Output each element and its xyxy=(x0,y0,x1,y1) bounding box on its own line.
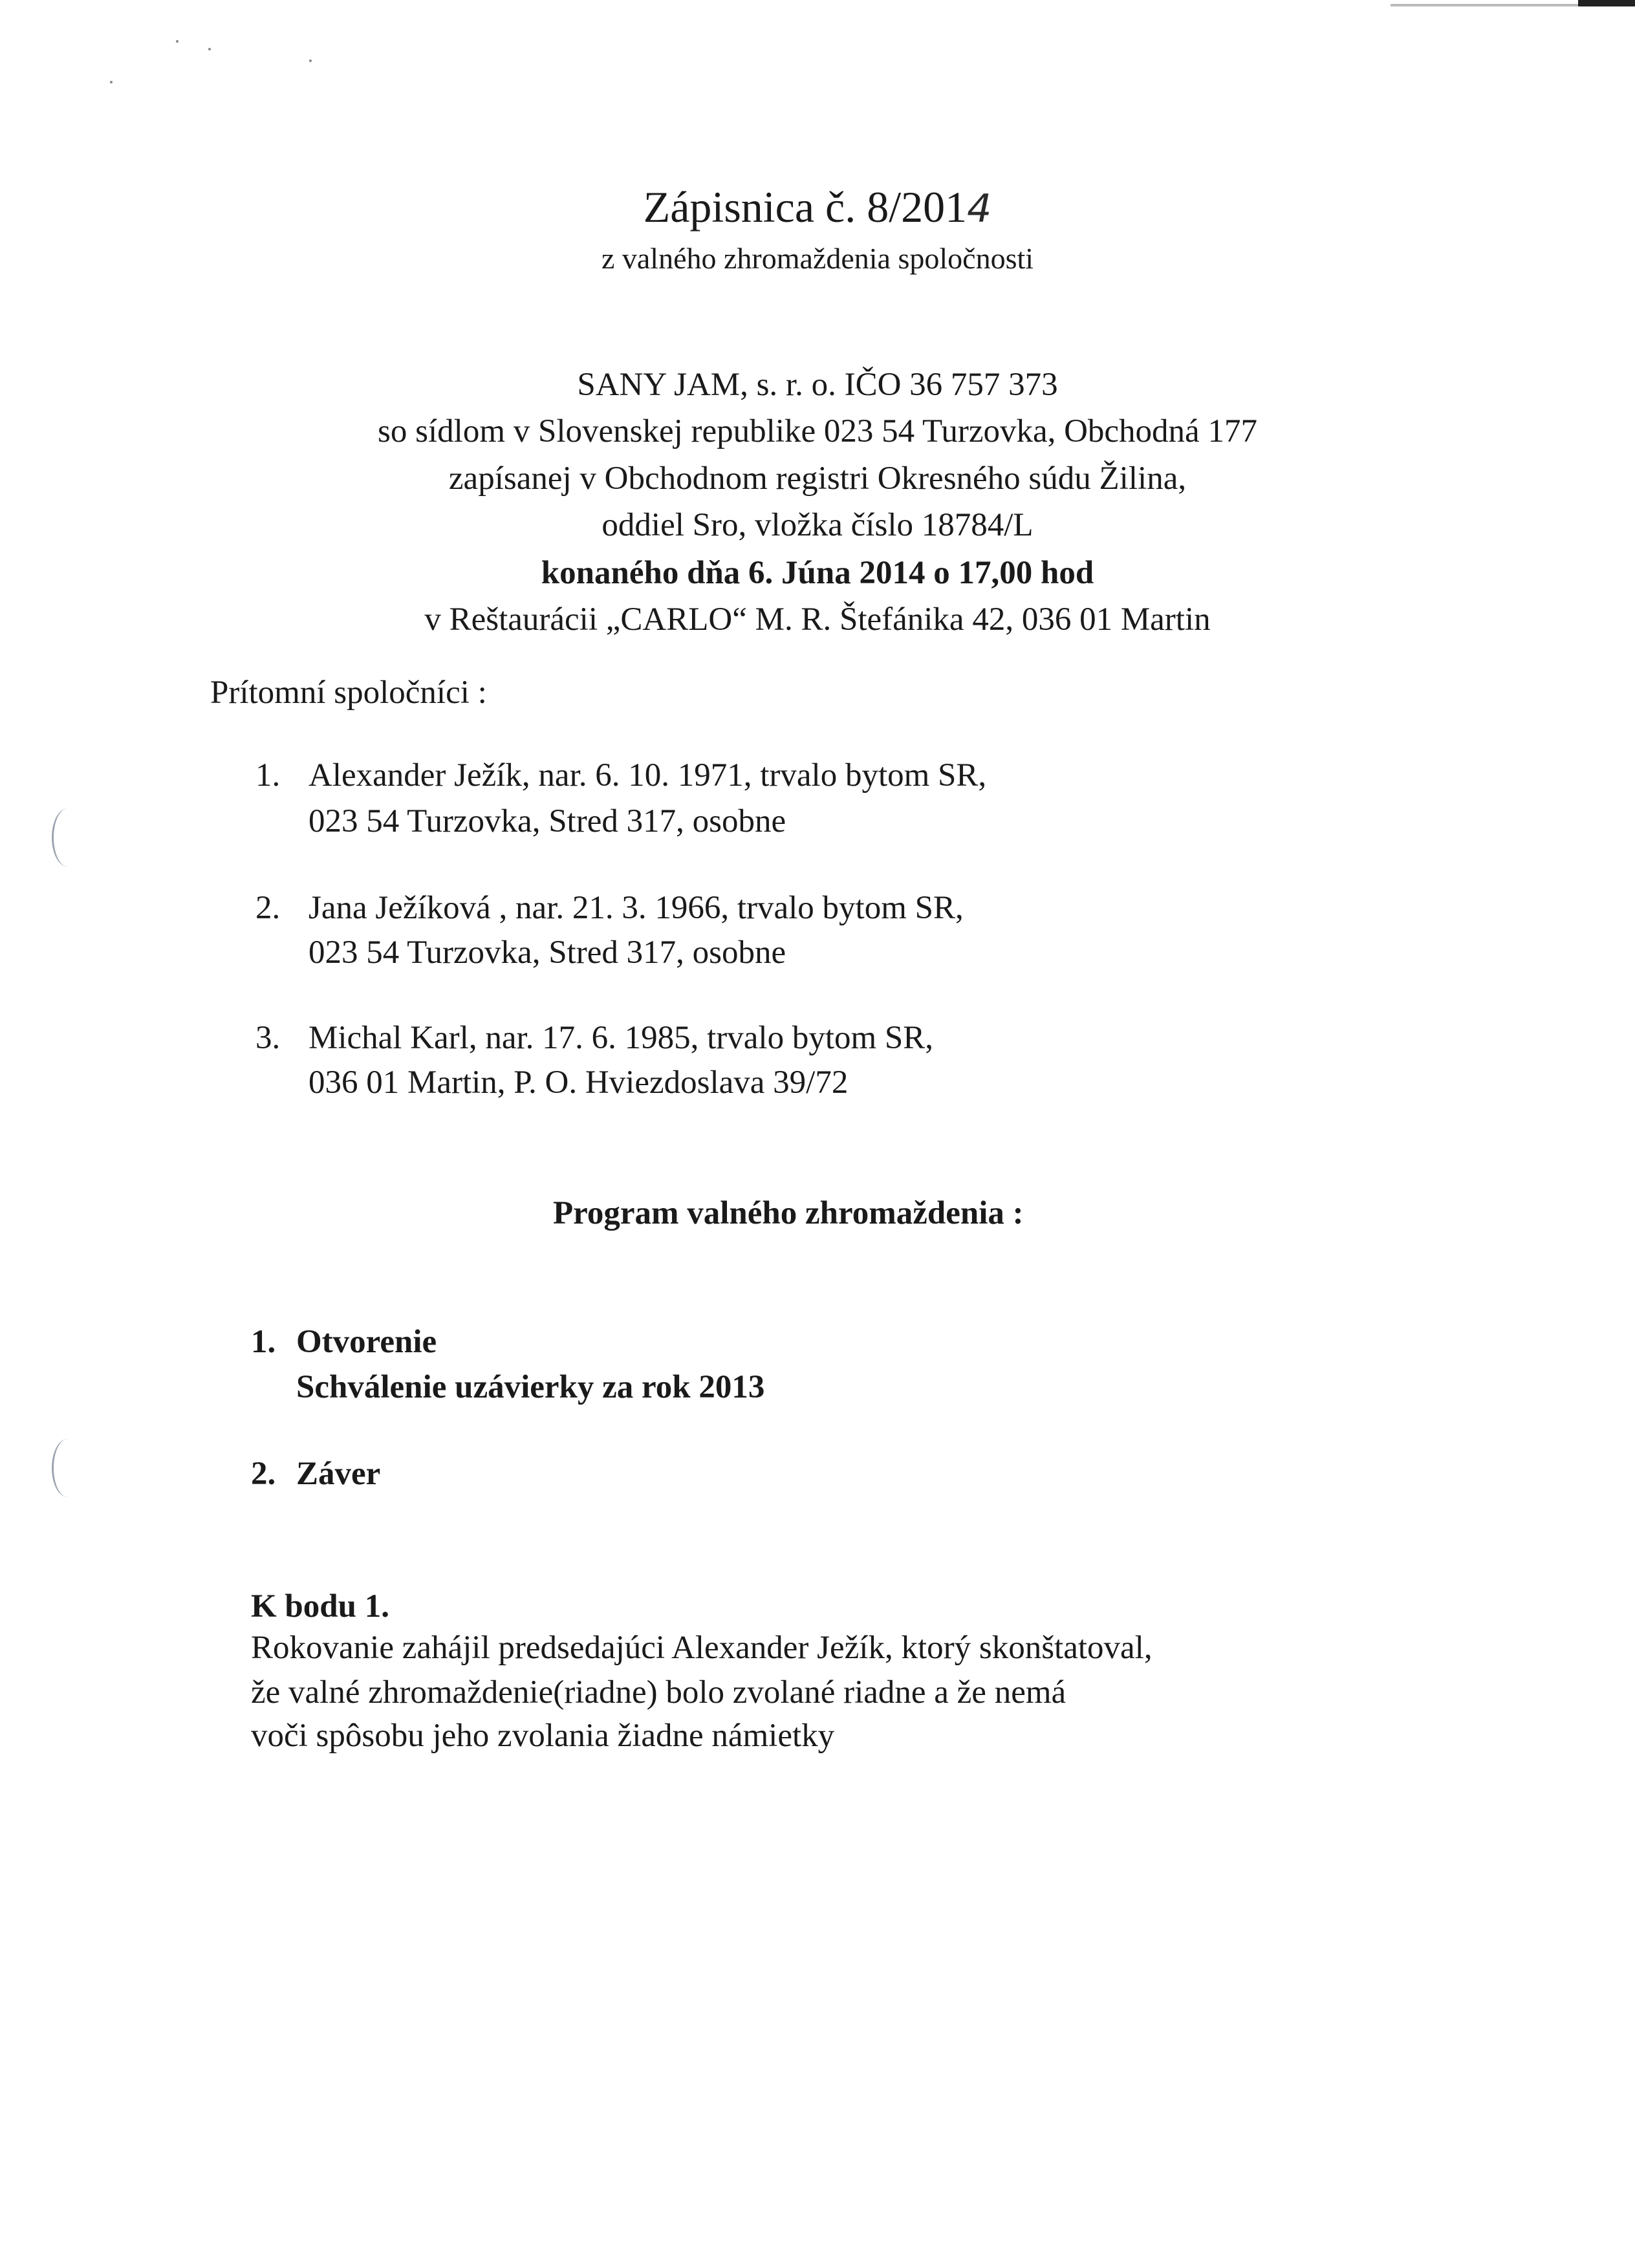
meeting-date-line: konaného dňa 6. Júna 2014 o 17,00 hod xyxy=(541,555,1094,591)
company-seat-line: so sídlom v Slovenskej republike 023 54 Turzovka, Obchodná 177 xyxy=(378,413,1257,449)
point1-text-line: že valné zhromaždenie(riadne) bolo zvolané riadne a že nemá xyxy=(251,1674,1067,1711)
attendee-address: 036 01 Martin, P. O. Hviezdoslava 39/72 xyxy=(309,1064,849,1101)
company-register-line: zapísanej v Obchodnom registri Okresného súdu Žilina, xyxy=(448,460,1187,497)
attendees-heading: Prítomní spoločníci : xyxy=(210,675,487,711)
attendee-number: 1. xyxy=(255,757,281,794)
document-subtitle: z valného zhromaždenia spoločnosti xyxy=(601,242,1034,275)
program-heading: Program valného zhromaždenia : xyxy=(553,1195,1024,1231)
point1-text-line: Rokovanie zahájil predsedajúci Alexander Ježík, ktorý skonštatoval, xyxy=(251,1630,1153,1666)
program-item-number: 2. xyxy=(251,1456,276,1492)
scan-speck xyxy=(110,81,113,83)
attendee-line: Jana Ježíková , nar. 21. 3. 1966, trvalo bytom SR, xyxy=(309,890,964,926)
document-title xyxy=(0,181,1635,235)
attendee-address: 023 54 Turzovka, Stred 317, osobne xyxy=(309,803,786,839)
document-title-text: Zápisnica č. 8/201 xyxy=(643,182,968,232)
company-section-line: oddiel Sro, vložka číslo 18784/L xyxy=(601,507,1034,543)
handwritten-digit: 4 xyxy=(967,186,992,232)
meeting-place-line: v Reštaurácii „CARLO“ M. R. Štefánika 42, 036 01 Martin xyxy=(424,601,1211,638)
scan-speck xyxy=(208,48,211,50)
program-item-number: 1. xyxy=(251,1324,276,1360)
attendee-number: 3. xyxy=(255,1020,281,1056)
attendee-address: 023 54 Turzovka, Stred 317, osobne xyxy=(309,934,786,971)
attendee-number: 2. xyxy=(255,890,281,926)
punch-hole-mark xyxy=(52,1439,83,1497)
program-item-label: Schválenie uzávierky za rok 2013 xyxy=(296,1369,765,1405)
program-item-label: Záver xyxy=(296,1456,381,1492)
scan-speck xyxy=(309,59,312,62)
point1-heading: K bodu 1. xyxy=(251,1588,390,1625)
point1-text-line: voči spôsobu jeho zvolania žiadne námietky xyxy=(251,1718,835,1754)
punch-hole-mark xyxy=(52,808,83,867)
company-name-line: SANY JAM, s. r. o. IČO 36 757 373 xyxy=(577,367,1058,403)
attendee-line: Michal Karl, nar. 17. 6. 1985, trvalo bytom SR, xyxy=(309,1020,934,1056)
program-item-label: Otvorenie xyxy=(296,1324,437,1360)
scan-edge-mark xyxy=(1578,0,1635,6)
scan-speck xyxy=(176,40,179,43)
attendee-line: Alexander Ježík, nar. 6. 10. 1971, trvalo bytom SR, xyxy=(309,757,987,794)
